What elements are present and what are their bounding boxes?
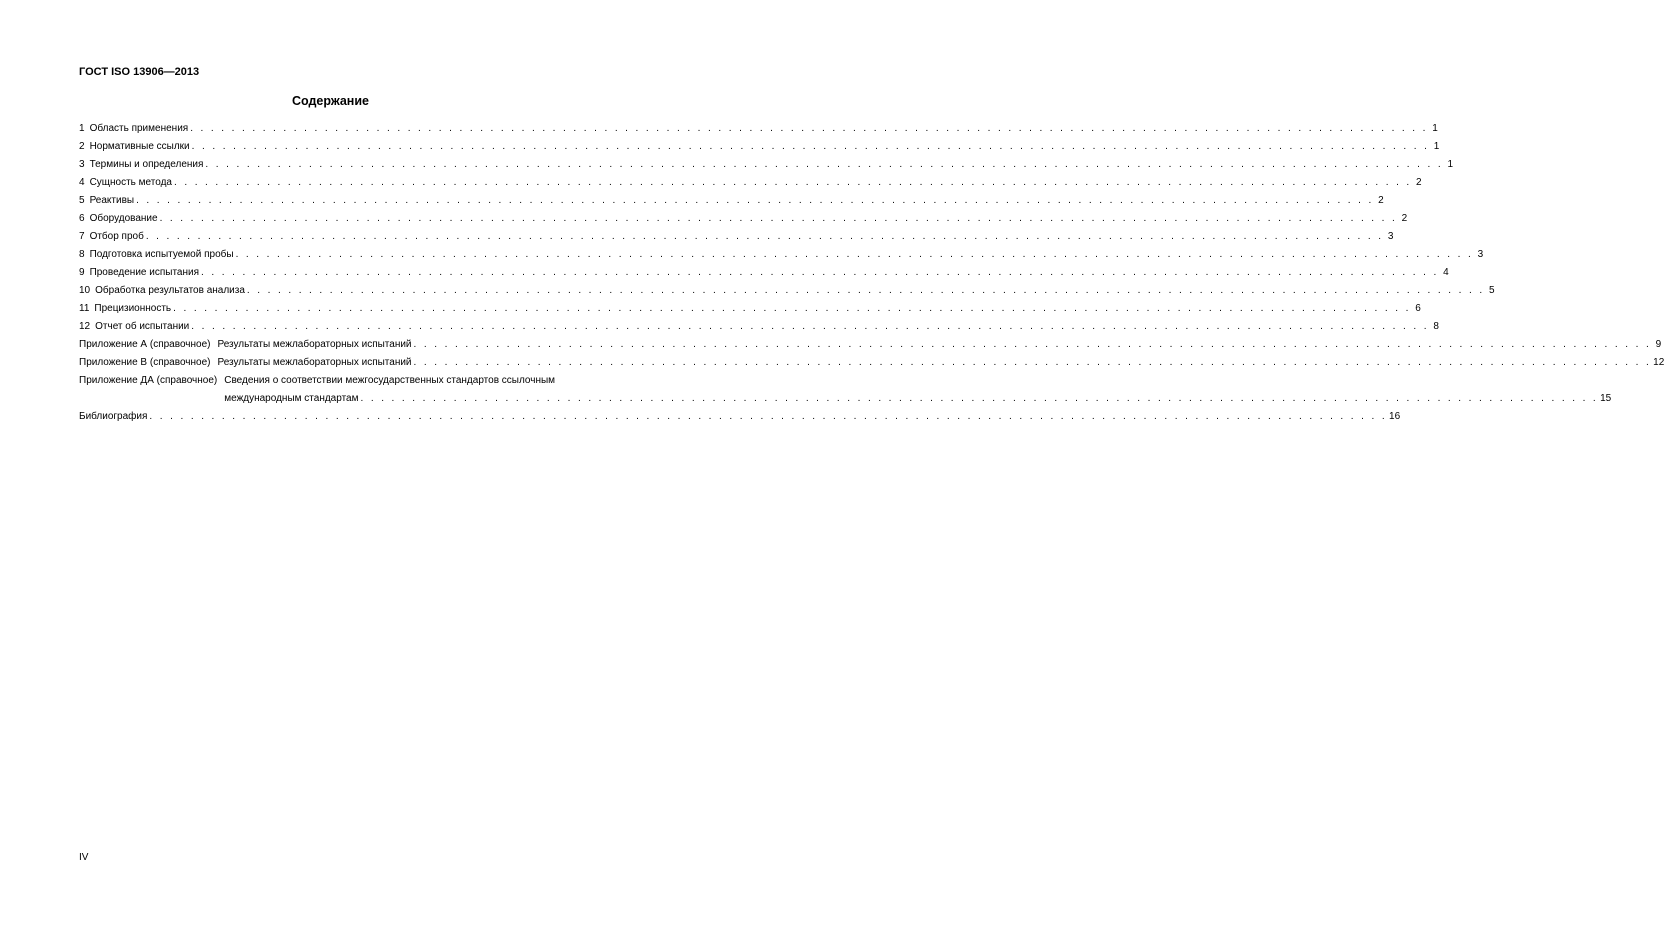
dot-leader: . . . . . . . . . . . . . . . . . . . . . . . . . . . . . . . . . . . . . . . . . . . . . . . . . . . . . . . . . . . . . . . . . . . . . . . . . . . . . . . . . . . . . . . . . . . . . . . . . . . . . . . . . . . . . . . . . . . . . . . . (173, 177, 1412, 188)
toc-appendix-label: Результаты межлабораторных испытаний (217, 357, 412, 368)
toc-entry-number: 8 (79, 249, 85, 260)
toc-bibliography-label: Библиография (79, 411, 148, 422)
toc-entry-page: 2 (1401, 213, 1408, 224)
toc-entry-label: Сущность метода (89, 177, 172, 188)
toc-appendix-line1: Сведения о соответствии межгосударственных стандартов ссылочным (224, 375, 556, 386)
toc-entry-number: 6 (79, 213, 85, 224)
dot-leader: . . . . . . . . . . . . . . . . . . . . . . . . . . . . . . . . . . . . . . . . . . . . . . . . . . . . . . . . . . . . . . . . . . . . . . . . . . . . . . . . . . . . . . . . . . . . . . . . . . . . . . . . . . . . . . . . . . . . . . . . (191, 321, 1429, 332)
dot-leader: . . . . . . . . . . . . . . . . . . . . . . . . . . . . . . . . . . . . . . . . . . . . . . . . . . . . . . . . . . . . . . . . . . . . . . . . . . . . . . . . . . . . . . . . . . . . . . . . . . . . . . . . . . . . . . . . . . . . . . . . (205, 159, 1444, 170)
document-code: ГОСТ ISO 13906—2013 (79, 66, 200, 78)
toc-entry[interactable] (79, 156, 1454, 174)
toc-entry-page: 3 (1387, 231, 1394, 242)
toc-entry-label: Отчет об испытании (95, 321, 190, 332)
toc-entry[interactable] (79, 300, 1421, 318)
toc-entry-number: 4 (79, 177, 85, 188)
dot-leader: . . . . . . . . . . . . . . . . . . . . . . . . . . . . . . . . . . . . . . . . . . . . . . . . . . . . . . . . . . . . . . . . . . . . . . . . . . . . . . . . . . . . . . . . . . . . . . . . . . . . . . . . . . . . . . . . . . . . . . . . (246, 285, 1485, 296)
toc-entry-page: 1 (1432, 123, 1438, 134)
toc-appendix-prefix: Приложение А (справочное) (79, 339, 211, 350)
toc-entry-label: Проведение испытания (89, 267, 200, 278)
toc-appendix-prefix: Приложение В (справочное) (79, 357, 211, 368)
toc-entry-page: 1 (1433, 141, 1440, 152)
toc-appendix-page: 9 (1655, 339, 1662, 350)
toc-appendix-line2-row (224, 390, 1611, 408)
toc-entry-number: 2 (79, 141, 85, 152)
toc-entry-label: Реактивы (89, 195, 135, 206)
toc-entry[interactable] (79, 174, 1422, 192)
toc-entry-page: 6 (1415, 303, 1421, 314)
toc-entry-label: Термины и определения (89, 159, 204, 170)
toc-entry[interactable] (79, 228, 1394, 246)
toc-entry[interactable] (79, 246, 1484, 264)
table-of-contents (79, 120, 1664, 426)
toc-appendix-da[interactable] (79, 372, 1612, 408)
toc-entry-number: 3 (79, 159, 85, 170)
dot-leader: . . . . . . . . . . . . . . . . . . . . . . . . . . . . . . . . . . . . . . . . . . . . . . . . . . . . . . . . . . . . . . . . . . . . . . . . . . . . . . . . . . . . . . . . . . . . . . . . . . . . . . . . . . . . . . . . . . . . . . . . (191, 141, 1430, 152)
dot-leader: . . . . . . . . . . . . . . . . . . . . . . . . . . . . . . . . . . . . . . . . . . . . . . . . . . . . . . . . . . . . . . . . . . . . . . . . . . . . . . . . . . . . . . . . . . . . . . . . . . . . . . . . . . . . . . . . . . . . . . . . (360, 393, 1599, 404)
toc-entry-label: Прецизионность (94, 303, 172, 314)
toc-entry-label: Подготовка испытуемой пробы (89, 249, 234, 260)
toc-entry-number: 12 (79, 321, 91, 332)
toc-entry-page: 2 (1378, 195, 1384, 206)
dot-leader: . . . . . . . . . . . . . . . . . . . . . . . . . . . . . . . . . . . . . . . . . . . . . . . . . . . . . . . . . . . . . . . . . . . . . . . . . . . . . . . . . . . . . . . . . . . . . . . . . . . . . . . . . . . . . . . . . . . . . . . . (159, 213, 1398, 224)
toc-entry-page: 8 (1433, 321, 1439, 332)
dot-leader: . . . . . . . . . . . . . . . . . . . . . . . . . . . . . . . . . . . . . . . . . . . . . . . . . . . . . . . . . . . . . . . . . . . . . . . . . . . . . . . . . . . . . . . . . . . . . . . . . . . . . . . . . . . . . . . . . . . . . . . . (235, 249, 1474, 260)
toc-appendix-prefix: Приложение ДА (справочное) (79, 375, 218, 386)
toc-entry-number: 1 (79, 123, 85, 134)
toc-entry-page: 5 (1488, 285, 1495, 296)
toc-entry[interactable] (79, 282, 1495, 300)
toc-entry-page: 4 (1443, 267, 1449, 278)
toc-entry-label: Нормативные ссылки (89, 141, 190, 152)
toc-bibliography-page: 16 (1389, 411, 1401, 422)
toc-appendix-line2: международным стандартам (224, 393, 359, 404)
toc-appendix-label: Результаты межлабораторных испытаний (217, 339, 412, 350)
toc-bibliography[interactable] (79, 408, 1401, 426)
toc-appendix[interactable] (79, 336, 1662, 354)
dot-leader: . . . . . . . . . . . . . . . . . . . . . . . . . . . . . . . . . . . . . . . . . . . . . . . . . . . . . . . . . . . . . . . . . . . . . . . . . . . . . . . . . . . . . . . . . . . . . . . . . . . . . . . . . . . . . . . . . . . . . . . . (173, 303, 1411, 314)
toc-entry-page: 2 (1416, 177, 1422, 188)
toc-entry-number: 9 (79, 267, 85, 278)
toc-entry-number: 5 (79, 195, 85, 206)
page-number: IV (79, 852, 89, 863)
toc-entry-page: 3 (1477, 249, 1484, 260)
toc-entry-number: 11 (79, 303, 90, 314)
dot-leader: . . . . . . . . . . . . . . . . . . . . . . . . . . . . . . . . . . . . . . . . . . . . . . . . . . . . . . . . . . . . . . . . . . . . . . . . . . . . . . . . . . . . . . . . . . . . . . . . . . . . . . . . . . . . . . . . . . . . . . . . (136, 195, 1374, 206)
toc-entry-page: 1 (1447, 159, 1454, 170)
toc-entry-label: Область применения (89, 123, 189, 134)
dot-leader: . . . . . . . . . . . . . . . . . . . . . . . . . . . . . . . . . . . . . . . . . . . . . . . . . . . . . . . . . . . . . . . . . . . . . . . . . . . . . . . . . . . . . . . . . . . . . . . . . . . . . . . . . . . . . . . . . . . . . . . . (190, 123, 1428, 134)
toc-appendix-page: 12 (1653, 357, 1664, 368)
toc-entry[interactable] (79, 120, 1438, 138)
toc-entry[interactable] (79, 210, 1408, 228)
toc-entry-number: 7 (79, 231, 85, 242)
dot-leader: . . . . . . . . . . . . . . . . . . . . . . . . . . . . . . . . . . . . . . . . . . . . . . . . . . . . . . . . . . . . . . . . . . . . . . . . . . . . . . . . . . . . . . . . . . . . . . . . . . . . . . . . . . . . . . . . . . . . . . . . (149, 411, 1388, 422)
toc-title: Содержание (291, 94, 369, 108)
toc-entry-number: 10 (79, 285, 91, 296)
toc-entry[interactable] (79, 264, 1449, 282)
toc-entry[interactable] (79, 138, 1440, 156)
toc-entry[interactable] (79, 318, 1439, 336)
toc-entry-label: Оборудование (89, 213, 158, 224)
toc-entry-label: Обработка результатов анализа (95, 285, 245, 296)
dot-leader: . . . . . . . . . . . . . . . . . . . . . . . . . . . . . . . . . . . . . . . . . . . . . . . . . . . . . . . . . . . . . . . . . . . . . . . . . . . . . . . . . . . . . . . . . . . . . . . . . . . . . . . . . . . . . . . . . . . . . . . . (413, 339, 1652, 350)
toc-appendix-body (224, 372, 1611, 408)
dot-leader: . . . . . . . . . . . . . . . . . . . . . . . . . . . . . . . . . . . . . . . . . . . . . . . . . . . . . . . . . . . . . . . . . . . . . . . . . . . . . . . . . . . . . . . . . . . . . . . . . . . . . . . . . . . . . . . . . . . . . . . . (413, 357, 1652, 368)
toc-entry[interactable] (79, 192, 1384, 210)
toc-appendix[interactable] (79, 354, 1664, 372)
toc-appendix-page: 15 (1600, 393, 1612, 404)
dot-leader: . . . . . . . . . . . . . . . . . . . . . . . . . . . . . . . . . . . . . . . . . . . . . . . . . . . . . . . . . . . . . . . . . . . . . . . . . . . . . . . . . . . . . . . . . . . . . . . . . . . . . . . . . . . . . . . . . . . . . . . . (201, 267, 1439, 278)
toc-entry-label: Отбор проб (89, 231, 144, 242)
dot-leader: . . . . . . . . . . . . . . . . . . . . . . . . . . . . . . . . . . . . . . . . . . . . . . . . . . . . . . . . . . . . . . . . . . . . . . . . . . . . . . . . . . . . . . . . . . . . . . . . . . . . . . . . . . . . . . . . . . . . . . . . (145, 231, 1384, 242)
